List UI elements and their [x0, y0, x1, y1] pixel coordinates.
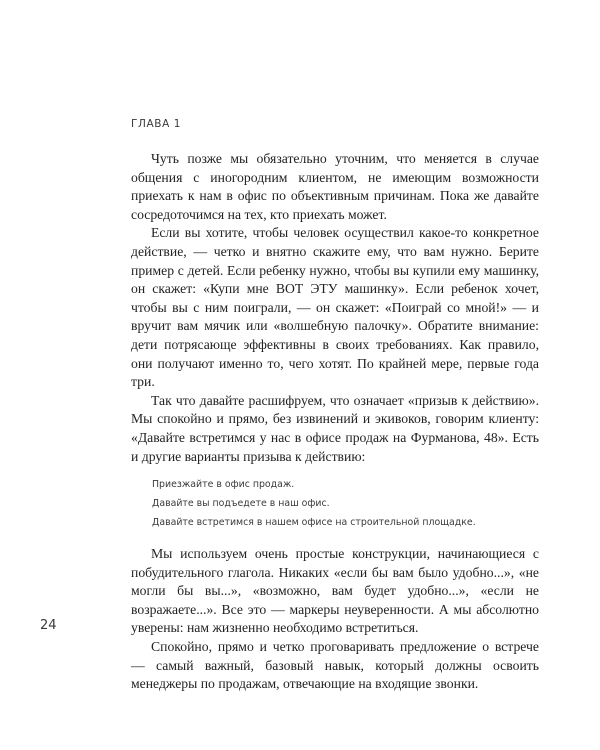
chapter-header: ГЛАВА 1 [131, 118, 182, 130]
paragraph: Чуть позже мы обязательно уточним, что меняется в случае общения с иногородним клиентом, не имеющим возможности приехать к нам в офис по объективным причинам. Пока же давайте сосредоточимся на тех, кто приехать может. [131, 151, 539, 222]
paragraph: Так что давайте расшифруем, что означает «призыв к действию». Мы спокойно и прямо, без извинений и экивоков, говорим клиенту: «Давайте встретимся у нас в офисе продаж на Фурманова, 48». Есть и другие варианты призыва к действию: [131, 392, 539, 464]
body-text [131, 150, 539, 694]
paragraph: Мы используем очень простые конструкции, начинающиеся с побудительного глагола. Никаких «если бы вам было удобно...», «не могли бы вы...», «возможно, вам будет удобно...», «если не возражаете...». Все это — маркеры неуверенности. А мы абсолютно уверены: нам жизненно необходимо встретиться. [131, 546, 539, 636]
page-number: 24 [40, 618, 57, 633]
example-item: Давайте встретимся в нашем офисе на строительной площадке. [152, 517, 476, 529]
example-item: Давайте вы подъедете в наш офис. [152, 498, 330, 510]
paragraph: Спокойно, прямо и четко проговаривать предложение о встрече — самый важный, базовый навык, который должны освоить менеджеры по продажам, отвечающие на входящие звонки. [131, 639, 539, 692]
paragraph: Если вы хотите, чтобы человек осуществил какое-то конкретное действие, — четко и внятно скажите ему, что вам нужно. Берите пример с детей. Если ребенку нужно, чтобы вы купили ему машинку, он скажет: «Купи мне ВОТ ЭТУ машинку». Если ребенок хочет, чтобы вы с ним поиграли, — он скажет: «Поиграй со мной!» — и вручит вам мячик или «волшебную палочку». Обратите внимание: дети потрясающе эффективны в своих требованиях. Как правило, они получают именно то, чего хотят. По крайней мере, первые года три. [131, 225, 539, 390]
example-item: Приезжайте в офис продаж. [152, 479, 295, 491]
call-to-action-examples [152, 475, 539, 532]
